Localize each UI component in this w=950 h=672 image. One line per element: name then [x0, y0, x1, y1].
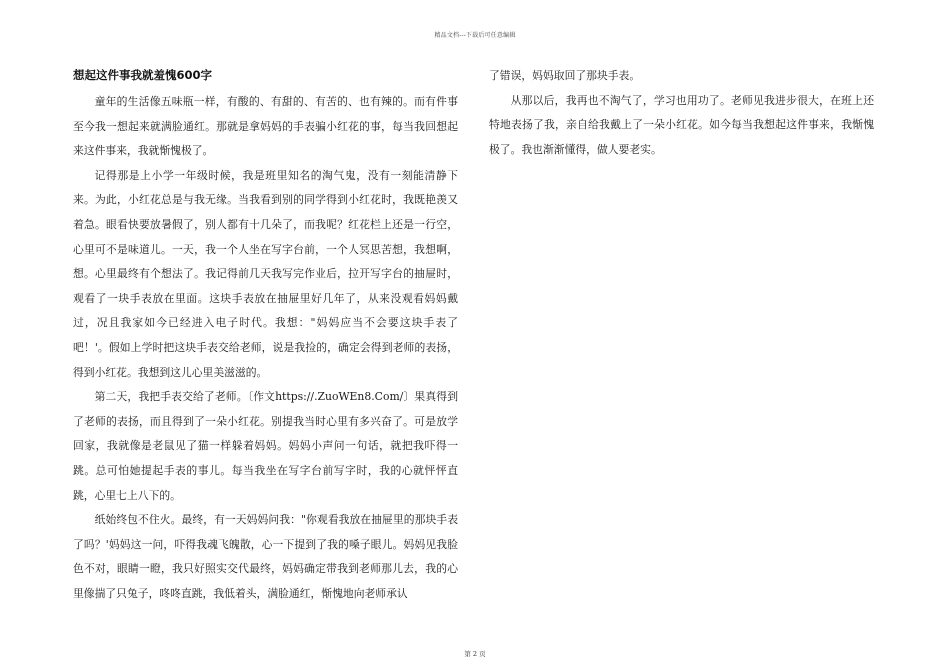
right-column	[489, 64, 874, 162]
page-header: 精品文档---下载后可任意编辑	[434, 32, 516, 39]
paragraph-conclusion: 从那以后，我再也不淘气了，学习也用功了。老师见我进步很大，在班上还特地表扬了我，亲自给我戴上了一朵小红花。如今每当我想起这件事来，我惭愧极了。我也渐渐懂得，做人要老实。	[489, 93, 874, 156]
paragraph-continuation: 了错误，妈妈取回了那块手表。	[489, 69, 641, 82]
left-column	[73, 66, 458, 606]
paragraph-memory: 记得那是上小学一年级时候，我是班里知名的淘气鬼，没有一刻能清静下来。为此，小红花总是与我无缘。当我看到别的同学得到小红花时，我既艳羡又着急。眼看快要放暑假了，别人都有十几朵了，而我呢？红花栏上还是一行空，心里可不是味道儿。一天，我一个人坐在写字台前，一个人冥思苦想，我想啊，想。心里最终有个想法了。我记得前几天我写完作业后，拉开写字台的抽屉时，观看了一块手表放在里面。这块手表放在抽屉里好几年了，从来没观看妈妈戴过，况且我家如今已经进入电子时代。我想："妈妈应当不会要这块手表了吧！'。假如上学时把这块手表交给老师，说是我捡的，确定会得到老师的表扬，得到小红花。我想到这儿心里美滋滋的。	[73, 168, 458, 379]
paragraph-intro: 童年的生活像五味瓶一样，有酸的、有甜的、有苦的、也有辣的。而有件事至今我一想起来就满脸通红。那就是拿妈妈的手表骗小红花的事，每当我回想起来这件事来，我就惭愧极了。	[73, 95, 458, 158]
paragraph-confession: 纸始终包不住火。最终，有一天妈妈问我："你观看我放在抽屉里的那块手表了吗？'妈妈这一问，吓得我魂飞魄散，心一下提到了我的嗓子眼儿。妈妈见我脸色不对，眼睛一瞪，我只好照实交代最终，妈妈确定带我到老师那儿去，我的心里像揣了只兔子，咚咚直跳，我低着头，满脸通红，惭愧地向老师承认	[73, 513, 458, 600]
document-title: 想起这件事我就羞愧600字	[73, 68, 213, 82]
page-number: 第 2 页	[464, 650, 486, 658]
paragraph-next-day: 第二天，我把手表交给了老师。〔作文https://.ZuoWEn8.Com/〕果真得到了老师的表扬，而且得到了一朵小红花。别提我当时心里有多兴奋了。可是放学回家，我就像是老鼠见了猫一样躲着妈妈。妈妈小声问一句话，就把我吓得一跳。总可怕她提起手表的事儿。每当我坐在写字台前写字时，我的心就怦怦直跳，心里七上八下的。	[73, 390, 458, 502]
